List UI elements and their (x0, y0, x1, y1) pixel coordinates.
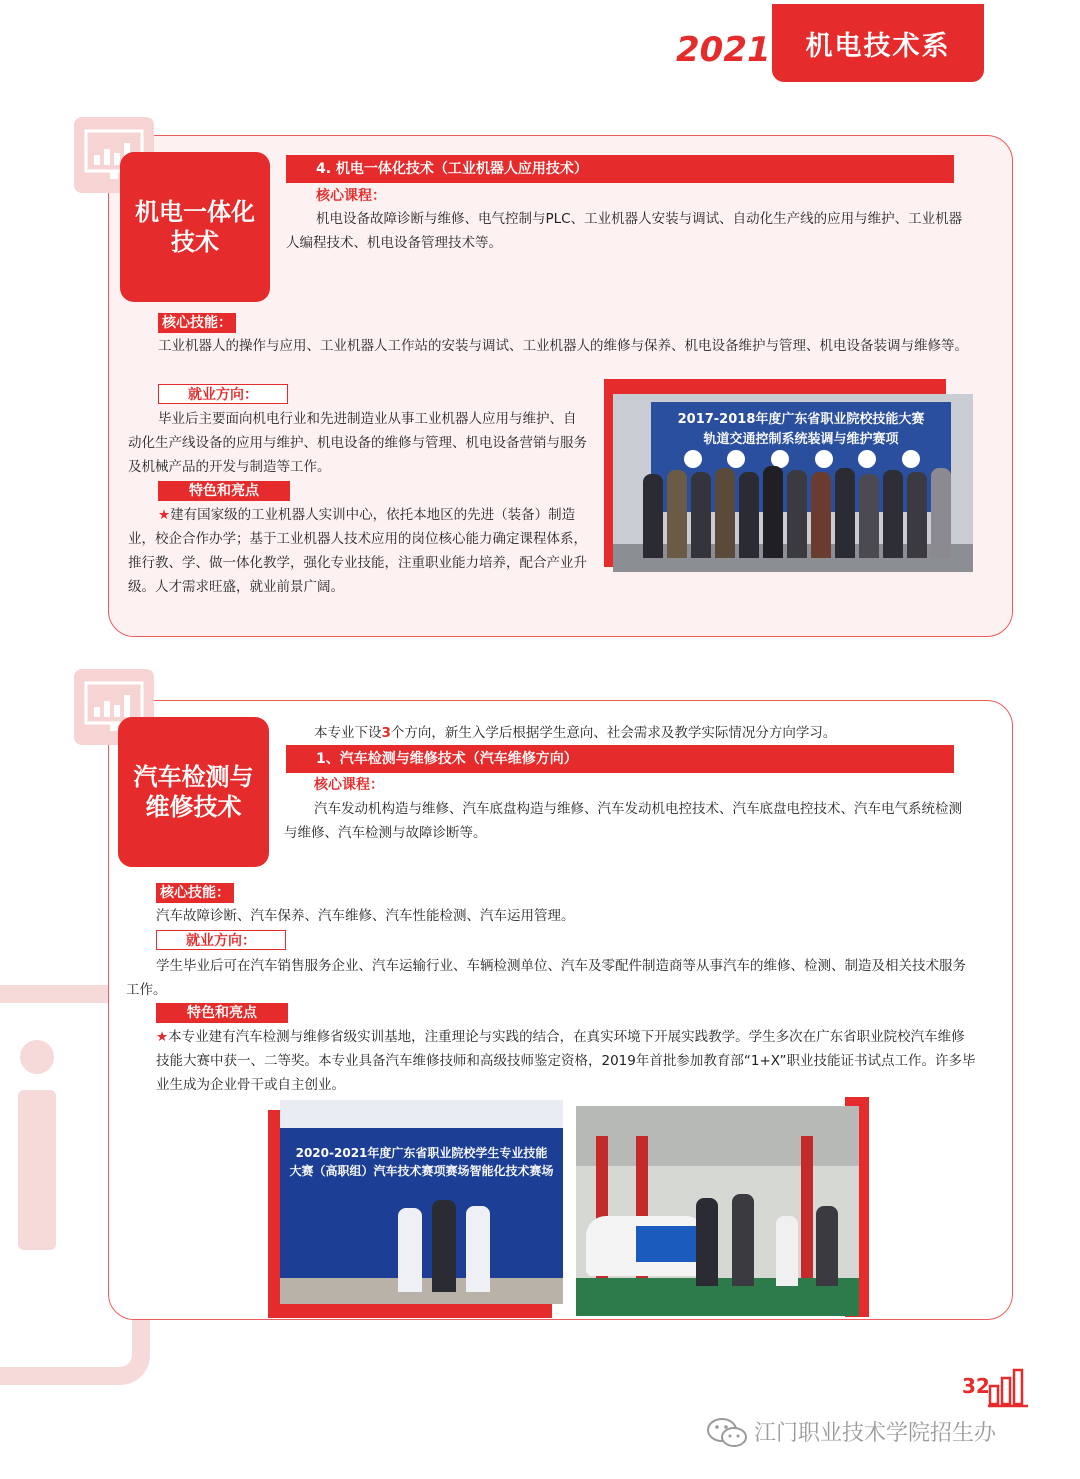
intro-text: 本专业下设3个方向，新生入学后根据学生意向、社会需求及教学实际情况分方向学习。 (314, 725, 837, 741)
job-text: 毕业后主要面向机电行业和先进制造业从事工业机器人应用与维护、自动化生产线设备的应用与维护、机电设备的维修与管理、机电设备营销与服务及机械产品的开发与制造等工作。 (128, 411, 587, 475)
workshop-photo (576, 1106, 859, 1316)
job-text: 学生毕业后可在汽车销售服务企业、汽车运输行业、车辆检测单位、汽车及零配件制造商等从事汽车的维修、检测、制造及相关技术服务工作。 (126, 958, 966, 998)
year-label: 2021 (676, 30, 771, 70)
skill-text: 工业机器人的操作与应用、工业机器人工作站的安装与调试、工业机器人的维修与保养、机电设备维护与管理、机电设备装调与维修等。 (158, 338, 968, 354)
feature-label: 特色和亮点 (158, 481, 290, 501)
direction-title-bar: 1、汽车检测与维修技术（汽车维修方向） (286, 745, 954, 773)
photo-banner-line2: 轨道交通控制系统装调与维护赛项 (703, 432, 899, 447)
core-course-text: 机电设备故障诊断与维修、电气控制与PLC、工业机器人安装与调试、自动化生产线的应用与维护、工业机器人编程技术、机电设备管理技术等。 (286, 211, 963, 251)
department-tab: 机电技术系 (772, 4, 984, 82)
skill-text: 汽车故障诊断、汽车保养、汽车维修、汽车性能检测、汽车运用管理。 (156, 908, 575, 924)
competition-photo (613, 394, 973, 572)
photo-banner-line2: 大赛（高职组）汽车技术赛项赛场智能化技术赛场 (289, 1164, 554, 1178)
photo-people (398, 1196, 498, 1292)
direction-count: 3 (381, 725, 391, 741)
direction-title-bar: 4. 机电一体化技术（工业机器人应用技术） (286, 155, 954, 183)
feature-text-body: 本专业建有汽车检测与维修省级实训基地，注重理论与实践的结合，在真实环境下开展实践教学。学生多次在广东省职业院校汽车维修技能大赛中获一、二等奖。本专业具备汽车维修技师和高级技师鉴定资格，2019年首批参加教育部“1+X”职业技能证书试点工作。许多毕业生成为企业骨干或自主创业。 (156, 1029, 976, 1093)
photo-banner-line1: 2017-2018年度广东省职业院校技能大赛 (677, 412, 925, 427)
competition-photo (280, 1100, 563, 1304)
feature-label: 特色和亮点 (156, 1003, 288, 1023)
photo-banner-line1: 2020-2021年度广东省职业院校学生专业技能 (295, 1146, 548, 1160)
major-title-box (120, 152, 270, 302)
feature-text (156, 1025, 976, 1097)
feature-text-body: 建有国家级的工业机器人实训中心，依托本地区的先进（装备）制造业，校企合作办学；基于工业机器人技术应用的岗位核心能力确定课程体系，推行教、学、做一体化教学，强化专业技能，注重职业能力培养，配合产业升级。人才需求旺盛，就业前景广阔。 (128, 507, 587, 595)
major-title-line1: 机电一体化 (135, 198, 255, 226)
photo-people (643, 464, 953, 558)
star-icon: ★ (156, 1029, 169, 1045)
background-decoration-bar (18, 1090, 56, 1250)
major-title-line2: 技术 (171, 228, 219, 256)
page-number: 32 (962, 1374, 990, 1398)
bar-chart-icon (988, 1368, 1030, 1408)
core-course-label: 核心课程： (314, 777, 384, 793)
job-label: 就业方向： (156, 930, 286, 950)
major-title-line2: 维修技术 (145, 793, 242, 821)
star-icon: ★ (158, 507, 171, 523)
core-course-label: 核心课程： (316, 188, 386, 204)
job-label: 就业方向： (158, 384, 288, 404)
core-course-text: 汽车发动机构造与维修、汽车底盘构造与维修、汽车发动机电控技术、汽车底盘电控技术、汽车电气系统检测与维修、汽车检测与故障诊断等。 (284, 801, 962, 841)
major-title-line1: 汽车检测与 (133, 763, 254, 791)
skill-label: 核心技能： (158, 313, 236, 333)
wechat-icon (706, 1417, 748, 1449)
skill-label: 核心技能： (156, 883, 234, 903)
feature-text (128, 503, 600, 599)
watermark-text: 江门职业技术学院招生办 (754, 1421, 997, 1446)
major-title-box (118, 717, 269, 867)
photo-people (696, 1186, 856, 1286)
background-decoration-dot (20, 1040, 54, 1074)
